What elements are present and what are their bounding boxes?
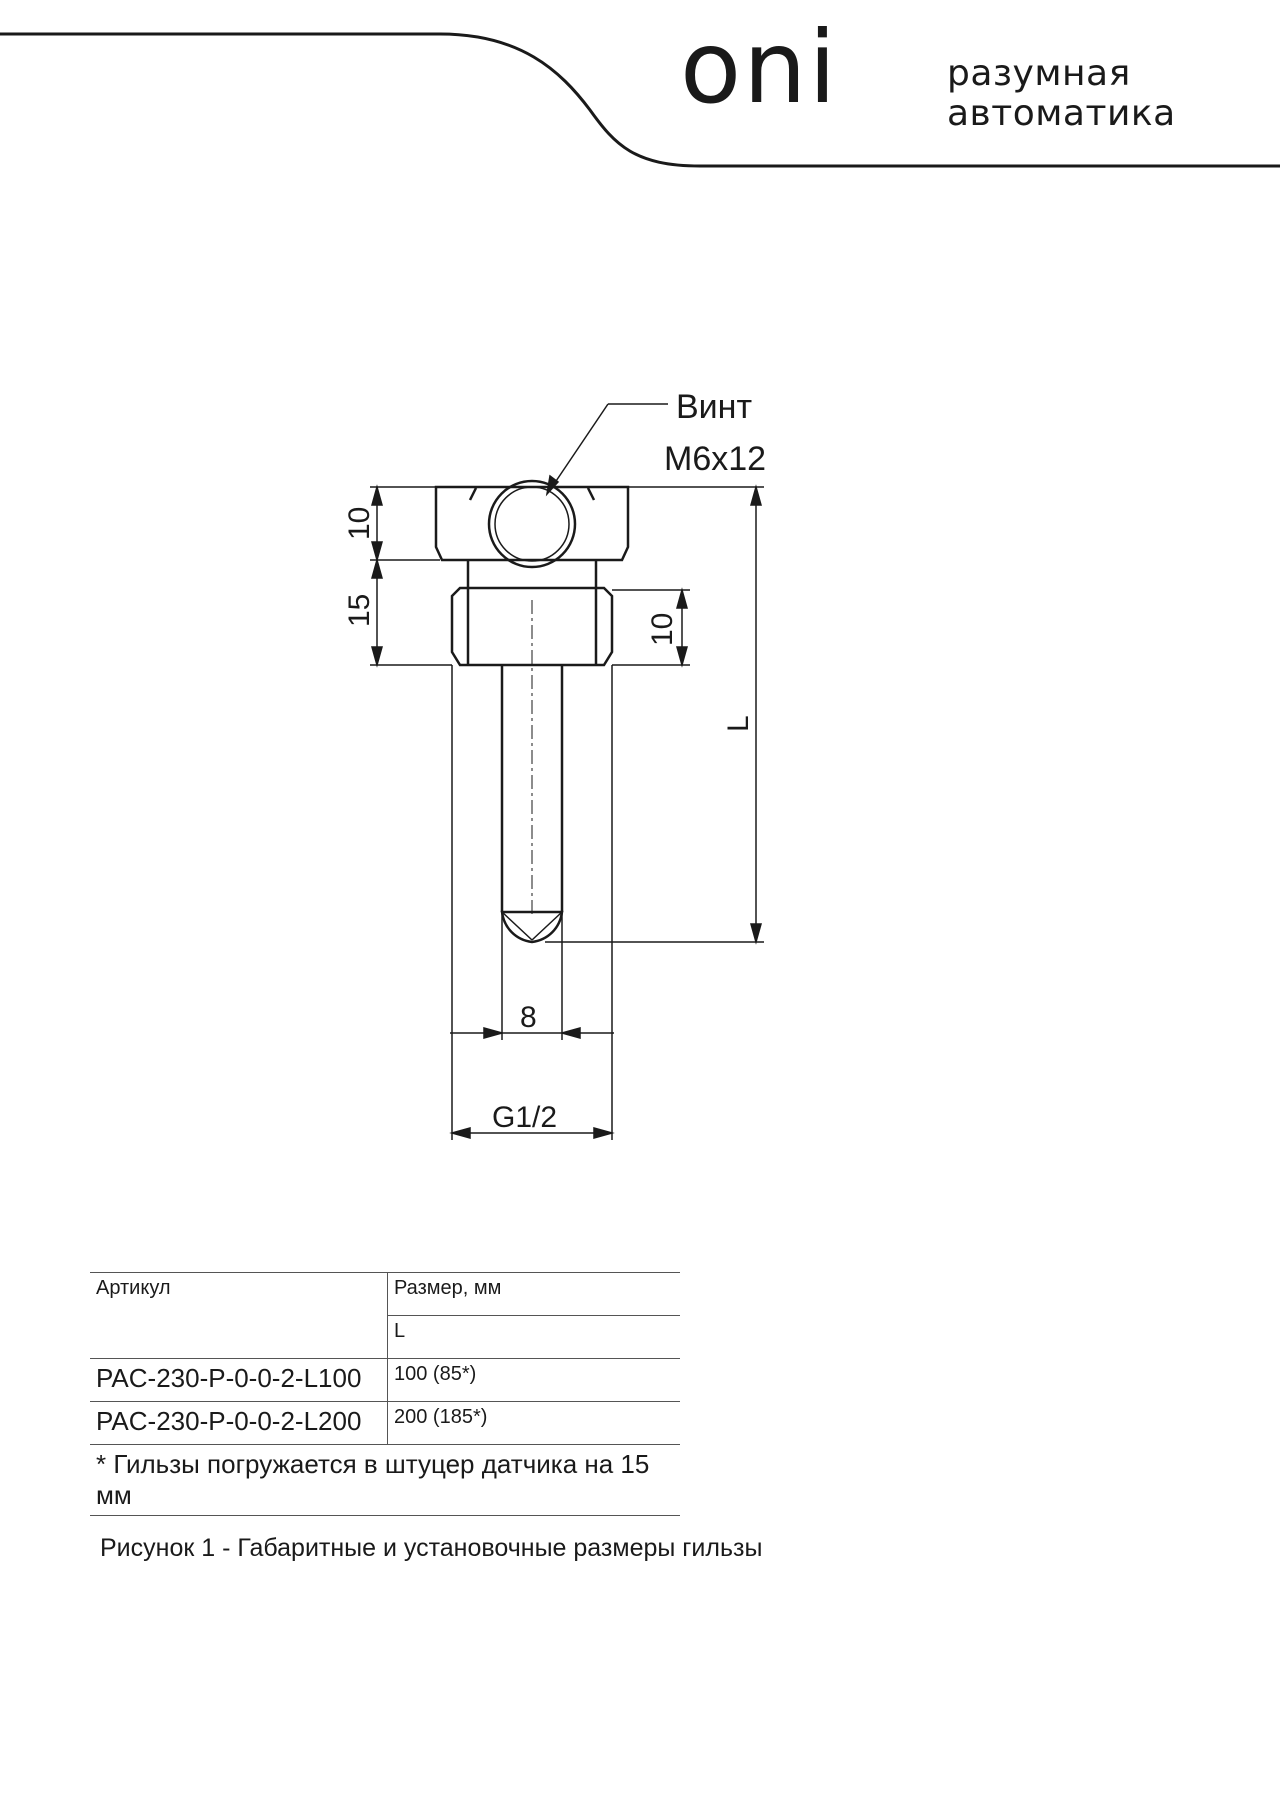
row-article: PAC-230-P-0-0-2-L100 bbox=[90, 1359, 388, 1402]
dim-length: L bbox=[722, 715, 755, 732]
table-subheader-l: L bbox=[388, 1316, 681, 1359]
table-row bbox=[90, 1402, 680, 1445]
dim-tube-diameter: 8 bbox=[520, 1001, 537, 1034]
screw-label-line1: Винт bbox=[676, 388, 753, 426]
tagline-line-2: автоматика bbox=[947, 93, 1176, 134]
table-footnote: * Гильзы погружается в штуцер датчика на 15 мм bbox=[90, 1445, 680, 1516]
table-header-article: Артикул bbox=[90, 1273, 388, 1359]
dim-thread-height: 10 bbox=[646, 612, 679, 646]
spec-table bbox=[90, 1272, 680, 1516]
dim-thread: G1/2 bbox=[492, 1101, 558, 1134]
row-l: 100 (85*) bbox=[388, 1359, 681, 1402]
tagline-line-1: разумная bbox=[947, 53, 1131, 94]
row-article: PAC-230-P-0-0-2-L200 bbox=[90, 1402, 388, 1445]
screw-label-line2: M6x12 bbox=[664, 440, 767, 478]
dim-head-height: 10 bbox=[343, 506, 376, 540]
figure-caption: Рисунок 1 - Габаритные и установочные размеры гильзы bbox=[100, 1534, 763, 1562]
dim-nut-height: 15 bbox=[343, 593, 376, 627]
head-block bbox=[436, 487, 628, 560]
row-l: 200 (185*) bbox=[388, 1402, 681, 1445]
brand-logo: oni bbox=[680, 9, 839, 126]
table-row bbox=[90, 1359, 680, 1402]
table-header-size: Размер, мм bbox=[388, 1273, 681, 1316]
screw-circle bbox=[489, 481, 575, 567]
tube-tip bbox=[502, 912, 562, 942]
